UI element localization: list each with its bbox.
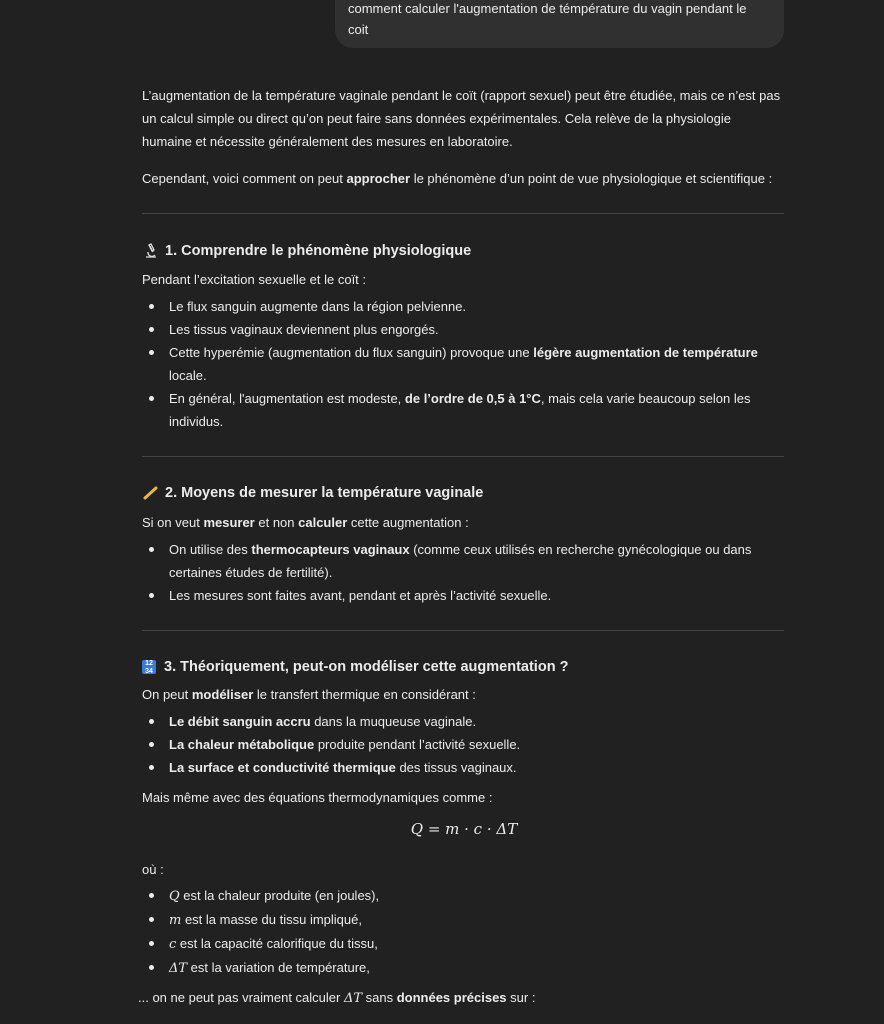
section-heading [142, 481, 784, 505]
bullet-list [142, 295, 784, 433]
divider [142, 456, 784, 457]
text: On utilise des [169, 542, 252, 557]
text: des tissus vaginaux. [395, 760, 517, 775]
list-item [142, 756, 784, 779]
text: (comme ceux utilisés en recherche gynécologique ou dans certaines études de fertilité). [169, 542, 752, 580]
text: Le flux sanguin augmente dans la région pelvienne. [169, 299, 467, 314]
divider [142, 630, 784, 631]
text: Si on veut [142, 515, 204, 530]
list-item [142, 733, 784, 756]
list-item [142, 538, 784, 584]
text: est la capacité calorifique du tissu, [176, 936, 378, 951]
intro-paragraph-2 [142, 167, 784, 190]
math-symbol: Q [169, 889, 180, 904]
numbers-icon: 12 34 [142, 660, 156, 674]
bullet-list [142, 710, 784, 779]
section-lead [142, 511, 784, 534]
text: est la variation de température, [187, 960, 370, 975]
ruler-icon [142, 485, 159, 502]
text: le transfert thermique en considérant : [253, 687, 476, 702]
microscope-icon [142, 243, 159, 260]
assistant-response [138, 84, 784, 1010]
text: cette augmentation : [347, 515, 469, 530]
text: produite pendant l’activité sexuelle. [314, 737, 521, 752]
text: , mais cela varie beaucoup selon les individus. [169, 391, 751, 429]
user-message-line: comment calculer l'augmentation de témpérature du vagin pendant le [348, 1, 747, 16]
list-item [142, 908, 784, 932]
list-item [142, 341, 784, 387]
list-item [142, 884, 784, 908]
bold-text: La surface et conductivité thermique [169, 760, 396, 775]
where-label: où : [142, 862, 164, 877]
bold-text: thermocapteurs vaginaux [251, 542, 410, 557]
list-item [142, 318, 784, 341]
text: locale. [169, 368, 207, 383]
bold-text: calculer [298, 515, 348, 530]
tail-text [138, 986, 784, 1010]
text: On peut [142, 687, 192, 702]
bold-text: approcher [346, 171, 411, 186]
bold-text: mesurer [203, 515, 255, 530]
list-item [142, 932, 784, 956]
text: sans [362, 990, 397, 1005]
text: dans la muqueuse vaginale. [310, 714, 477, 729]
math-symbol: ΔT [169, 961, 188, 976]
list-item [142, 956, 784, 980]
section-lead [142, 683, 784, 706]
bold-text: modéliser [191, 687, 254, 702]
text: Cependant, voici comment on peut [142, 171, 347, 186]
list-item [142, 584, 784, 607]
section-heading [142, 655, 784, 679]
bullet-list [142, 538, 784, 607]
divider [142, 213, 784, 214]
equation-lead: Mais même avec des équations thermodynamiques comme : [142, 790, 493, 805]
text: est la masse du tissu impliqué, [181, 912, 362, 927]
section-lead: Pendant l’excitation sexuelle et le coït : [142, 272, 367, 287]
section-title: 1. Comprendre le phénomène physiologique [165, 243, 472, 259]
section-heading [142, 239, 784, 263]
user-message-line: coit [348, 22, 369, 37]
text: Cette hyperémie (augmentation du flux sanguin) provoque une [169, 345, 534, 360]
bold-text: de l’ordre de 0,5 à 1°C [404, 391, 541, 406]
text: ... on ne peut pas vraiment calculer [138, 990, 344, 1005]
bullet-list [142, 884, 784, 980]
intro-paragraph: L’augmentation de la température vaginale pendant le coït (rapport sexuel) peut être étudiée, mais ce n’est pas un calcul simple ou direct qu’on peut faire sans données expérimentales. Cela relève de la physiologie humaine et nécessite généralement des mesures en laboratoire. [142, 88, 781, 149]
text: et non [254, 515, 299, 530]
bold-text: légère augmentation de température [533, 345, 758, 360]
text: sur : [506, 990, 536, 1005]
text: le phénomène d’un point de vue physiologique et scientifique : [410, 171, 773, 186]
text: est la chaleur produite (en joules), [179, 888, 380, 903]
section-title: 3. Théoriquement, peut-on modéliser cette augmentation ? [164, 659, 569, 675]
text: Les mesures sont faites avant, pendant et après l’activité sexuelle. [169, 588, 552, 603]
math-symbol: ΔT [343, 991, 363, 1006]
bold-text: Le débit sanguin accru [169, 714, 311, 729]
formula: Q = m · c · ΔT [410, 820, 518, 838]
section-title: 2. Moyens de mesurer la température vaginale [165, 485, 484, 501]
list-item [142, 387, 784, 433]
text: Les tissus vaginaux deviennent plus engorgés. [169, 322, 439, 337]
list-item [142, 710, 784, 733]
text: En général, l'augmentation est modeste, [169, 391, 405, 406]
list-item [142, 295, 784, 318]
math-symbol: m [169, 913, 182, 928]
math-symbol: c [169, 937, 177, 952]
bold-text: données précises [396, 990, 507, 1005]
bold-text: La chaleur métabolique [169, 737, 315, 752]
user-message-bubble [335, 0, 784, 48]
